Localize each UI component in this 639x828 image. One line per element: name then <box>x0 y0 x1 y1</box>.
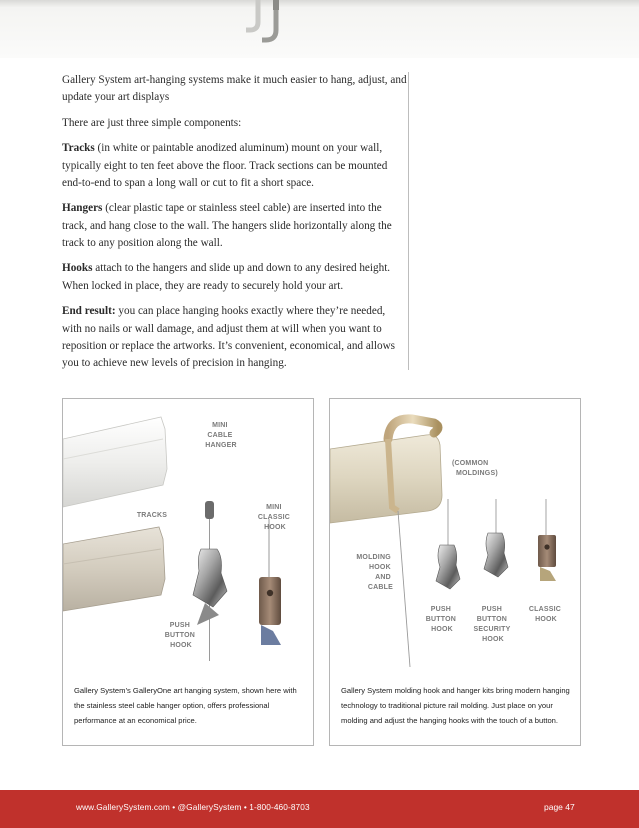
label-common-moldings: (COMMON MOLDINGS) <box>452 460 498 477</box>
caption-galleryone: Gallery System’s GalleryOne art hanging system, shown here with the stainless steel cable hanger option, offers professional performance at an economical price. <box>74 686 297 725</box>
label-mini-cable-hanger: MINI CABLE HANGER <box>205 422 237 449</box>
header-hook-clip <box>273 0 279 10</box>
anodized-track <box>63 527 165 611</box>
label-molding-hook-and-cable: MOLDING HOOK AND CABLE <box>356 554 393 591</box>
footer-contact[interactable]: www.GallerySystem.com • @GallerySystem • 1-800-460-8703 <box>76 802 310 812</box>
page-number: page 47 <box>544 802 575 812</box>
end-result-paragraph <box>62 303 407 372</box>
push-button-hook-tip <box>197 603 219 625</box>
hangers-paragraph <box>62 200 407 252</box>
label-push-button-security-hook: PUSH BUTTON SECURITY HOOK <box>473 606 511 643</box>
intro-paragraph: Gallery System art-hanging systems make it much easier to hang, adjust, and update your art displays <box>62 74 407 104</box>
push-button-hook <box>193 549 227 607</box>
label-tracks: TRACKS <box>136 512 168 519</box>
classic-hook <box>538 535 556 567</box>
intro-text <box>62 72 407 381</box>
end-result-term: End result: <box>62 305 116 318</box>
tracks-text: (in white or paintable anodized aluminum) mount on your wall, typically eight to ten feet above the floor. Track sections can be mounted end-to-end to span a long wall or cut to fit a short space. <box>62 142 388 189</box>
mini-classic-hook-screw <box>267 590 273 596</box>
figure-panel-molding <box>329 398 581 746</box>
header-photo-art <box>0 0 639 58</box>
mini-cable-hanger <box>205 501 214 519</box>
intro-components: There are just three simple components: <box>62 116 242 129</box>
figure-panel-galleryone <box>62 398 314 746</box>
molding-illustration <box>330 399 580 669</box>
molding-cable <box>398 511 410 667</box>
footer-bar <box>0 790 639 828</box>
hooks-term: Hooks <box>62 262 93 275</box>
header-photo <box>0 0 639 58</box>
label-push-button-hook: PUSH BUTTON HOOK <box>164 622 196 649</box>
label-classic-hook: CLASSIC HOOK <box>528 606 561 623</box>
tracks-paragraph <box>62 140 407 192</box>
label-mini-classic-hook: MINI CLASSIC HOOK <box>257 504 290 531</box>
end-result-text: you can place hanging hooks exactly where they’re needed, with no nails or wall damage, and adjust them at will when you want to reposition or replace the artworks. It’s convenient, economical, and allows you to achieve new levels of precision in hanging. <box>62 305 396 370</box>
mini-classic-hook <box>259 577 281 625</box>
classic-hook-tip <box>540 567 556 581</box>
hooks-text: attach to the hangers and slide up and down to any desired height. When locked in place, they are ready to securely hold your art. <box>62 262 391 292</box>
tracks-term: Tracks <box>62 142 95 155</box>
mini-classic-hook-tip <box>261 625 281 645</box>
label-push-button-hook-right: PUSH BUTTON HOOK <box>425 606 457 633</box>
caption-molding: Gallery System molding hook and hanger kits bring modern hanging technology to traditional picture rail molding. Just place on your molding and adjust the hanging hooks with the touch of a button. <box>341 686 570 725</box>
push-button-hook-right <box>436 545 460 589</box>
hangers-term: Hangers <box>62 202 103 215</box>
hangers-text: (clear plastic tape or stainless steel cable) are inserted into the track, and hang close to the wall. The hangers slide horizontally along the track to any position along the wall. <box>62 202 392 249</box>
white-track <box>63 417 167 507</box>
classic-hook-screw <box>544 544 549 549</box>
push-button-security-hook <box>484 533 508 577</box>
hooks-paragraph <box>62 260 407 295</box>
column-divider <box>408 72 409 370</box>
galleryone-illustration <box>63 399 313 669</box>
header-rail <box>0 0 639 8</box>
